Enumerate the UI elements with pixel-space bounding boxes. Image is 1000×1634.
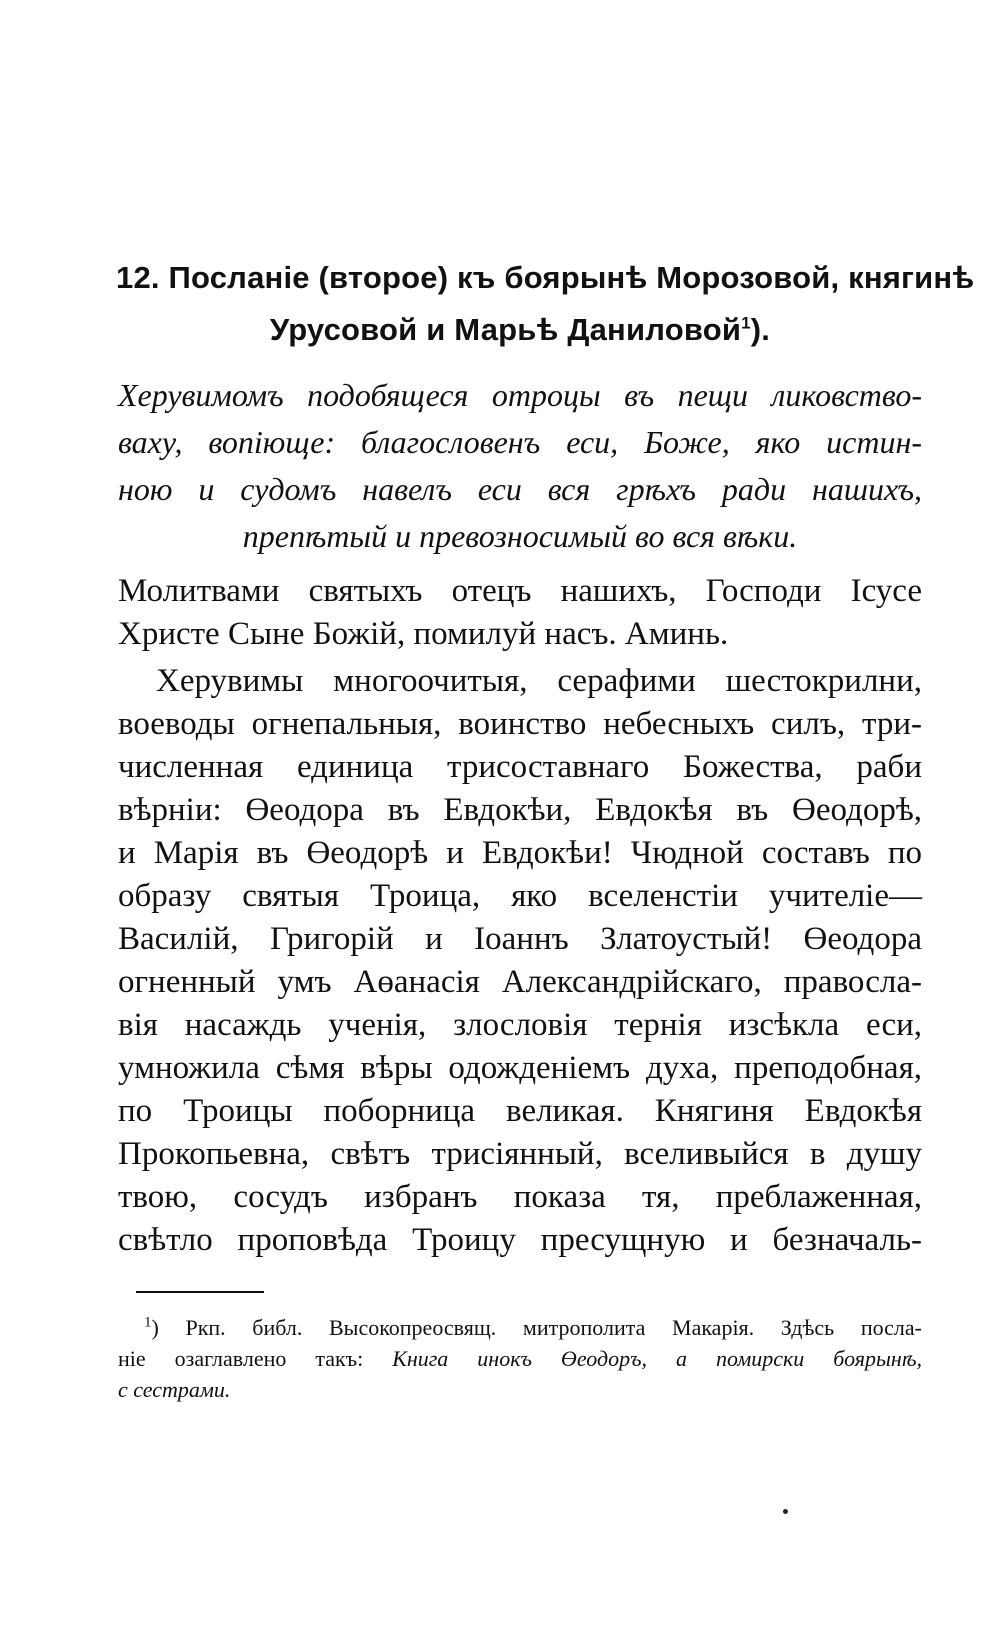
footnote-text-2: ніе озаглавлено такъ: [118, 1346, 364, 1371]
body-line: Христе Сыне Божій, помилуй насъ. Аминь. [118, 616, 729, 652]
body-line: умножила сѣмя вѣры одожденіемъ духа, преподобная, [118, 1050, 922, 1086]
body-line: Василій, Григорій и Іоаннъ Златоустый! Өеодора [118, 921, 922, 957]
footnote-line-1 [144, 1312, 922, 1343]
epigraph-line: ною и судомъ навелъ еси вся грѣхъ ради нашихъ, [118, 471, 922, 507]
body-line: образу святыя Троица, яко вселенстіи учителіе— [118, 878, 922, 914]
epigraph [118, 372, 922, 560]
section-heading [116, 252, 975, 356]
footnote-mark: 1 [144, 1314, 152, 1331]
footnote-mark-tail: ) [151, 1315, 159, 1340]
heading-line-2 [116, 304, 924, 356]
body-line: вія насаждь ученія, злословія тернія изсѣкла еси, [118, 1007, 922, 1043]
heading-text-1: Посланіе (второе) къ боярынѣ Морозовой, княгинѣ [168, 260, 975, 295]
print-speck [783, 1509, 788, 1514]
body-line: по Троицы поборница великая. Княгиня Евдокѣя [118, 1093, 922, 1129]
body-line: Херувимы многоочитыя, серафими шестокрилни, [156, 663, 922, 699]
heading-line-1 [116, 252, 975, 304]
footnote-divider [136, 1291, 264, 1293]
body-line: огненный умъ Аөанасія Александрійскаго, правосла- [118, 964, 922, 1000]
epigraph-line: Херувимомъ подобящеся отроцы въ пещи ликовство- [118, 377, 922, 413]
body-line: и Марія въ Өеодорѣ и Евдокѣи! Чюдной составъ по [118, 835, 922, 871]
body-line: вѣрніи: Өеодора въ Евдокѣи, Евдокѣя въ Өеодорѣ, [118, 792, 922, 828]
heading-text-2-tail: ). [750, 312, 771, 347]
footnote-line-2 [118, 1343, 922, 1374]
footnote-text-1: Ркп. библ. Высокопреосвящ. митрополита Макарія. Здѣсь посла- [185, 1315, 922, 1340]
section-number: 12. [116, 260, 160, 295]
epigraph-line: препѣтый и превозносимый во вся вѣки. [242, 518, 798, 554]
body-line: Прокопьевна, свѣтъ трисіянный, вселивыйся в душу [118, 1136, 922, 1172]
footnote-title-italic: Книга инокъ Өеодоръ, а помирски боярынѣ, [392, 1346, 922, 1371]
body-text [118, 570, 922, 1262]
epigraph-line: ваху, вопіюще: благословенъ еси, Боже, яко истин- [118, 424, 922, 460]
body-line: свѣтло проповѣда Троицу пресущную и безначаль- [118, 1222, 922, 1258]
body-line: численная единица трисоставнаго Божества, раби [118, 749, 922, 785]
body-line: Молитвами святыхъ отецъ нашихъ, Господи Ісусе [118, 573, 922, 609]
heading-text-2: Урусовой и Марьѣ Даниловой [269, 312, 742, 347]
body-line: воеводы огнепальныя, воинство небесныхъ силъ, три- [118, 706, 922, 742]
footnote [118, 1312, 922, 1405]
footnote-reference[interactable]: 1 [741, 313, 751, 333]
footnote-line-3: с сестрами. [118, 1377, 231, 1402]
body-line: твою, сосудъ избранъ показа тя, преблаженная, [118, 1179, 922, 1215]
